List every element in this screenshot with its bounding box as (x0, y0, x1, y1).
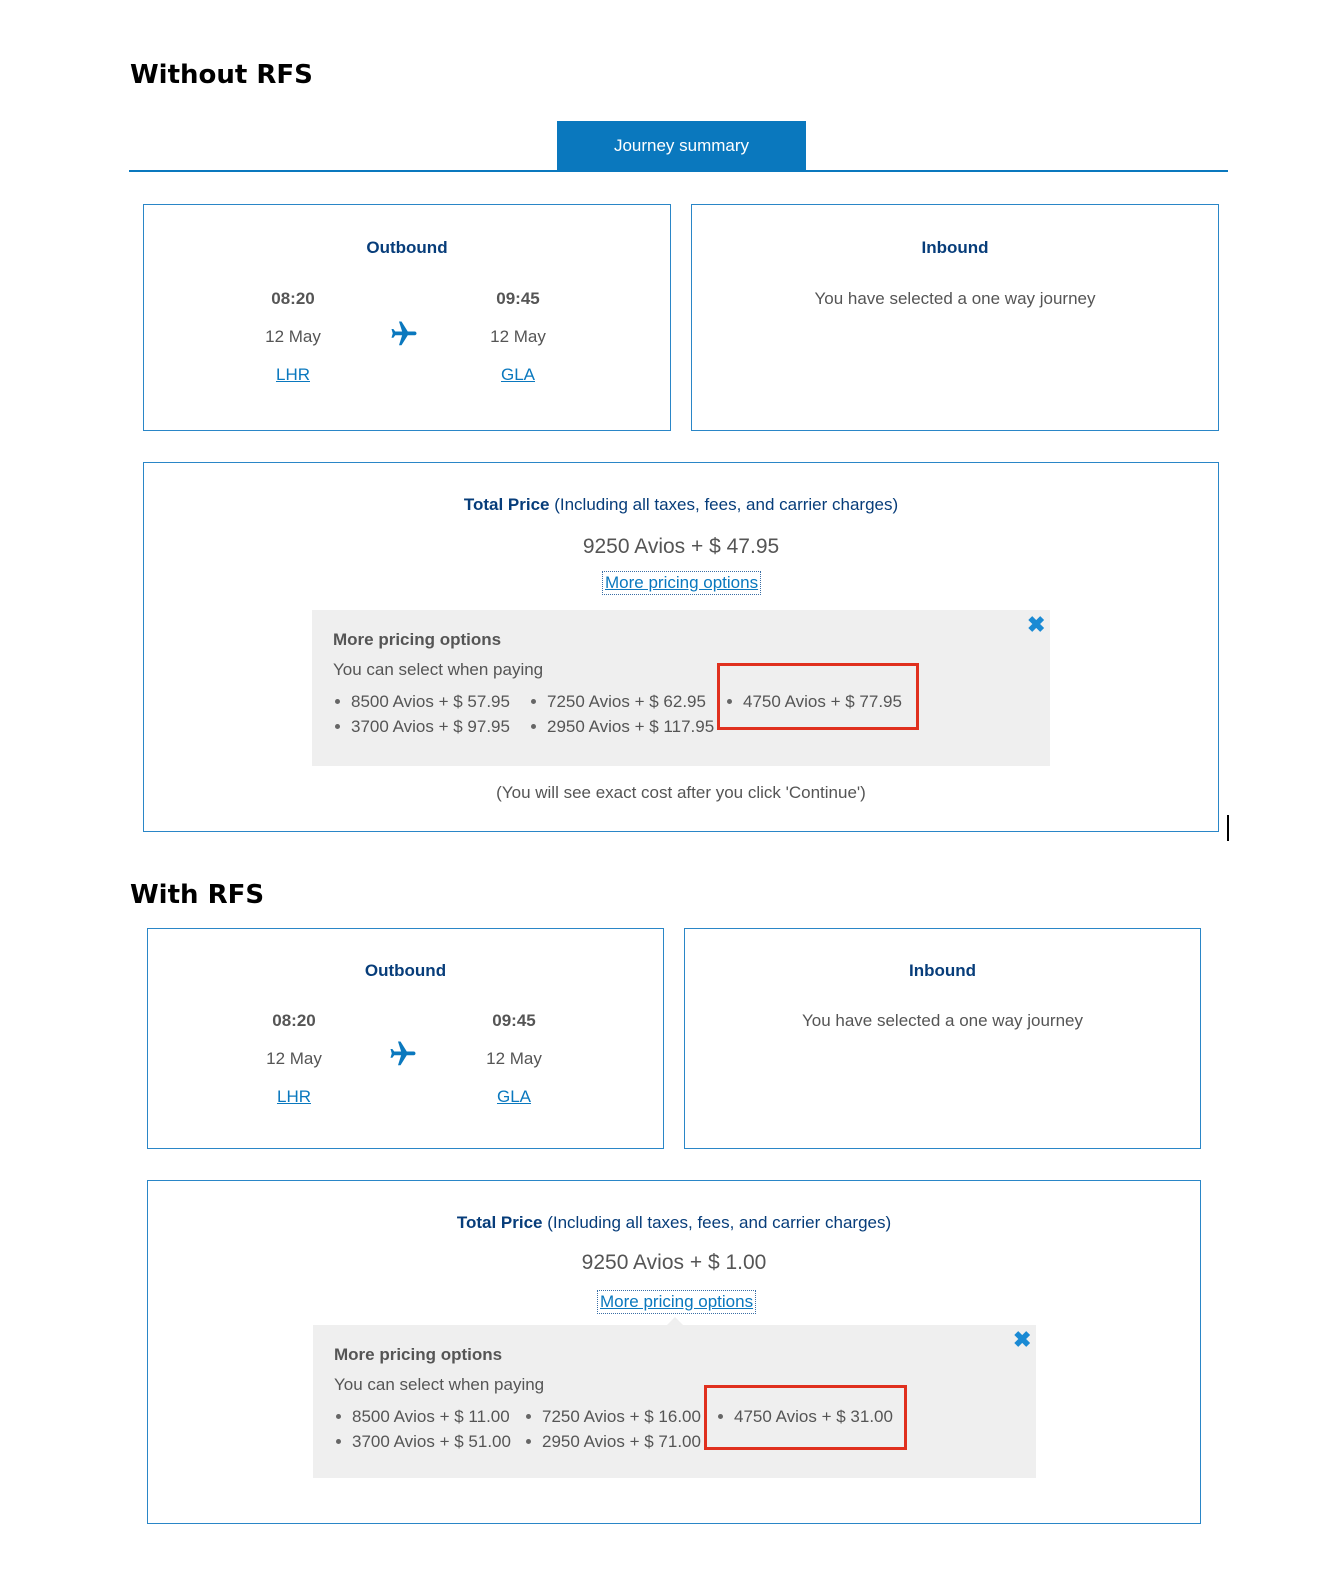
bullet-icon (335, 724, 340, 729)
total-price-card (143, 462, 1219, 832)
pricing-options-panel (313, 1325, 1036, 1478)
pricing-option[interactable]: 7250 Avios + $ 16.00 (526, 1407, 701, 1427)
text-cursor (1227, 815, 1229, 841)
pricing-option[interactable]: 8500 Avios + $ 57.95 (335, 692, 510, 712)
inbound-title: Inbound (908, 961, 977, 980)
pricing-option[interactable]: 7250 Avios + $ 62.95 (531, 692, 706, 712)
pricing-options-subtitle: You can select when paying (333, 660, 544, 679)
inbound-card (691, 204, 1219, 431)
bullet-icon (336, 1439, 341, 1444)
total-price-label: Total Price (456, 1213, 543, 1232)
departure-time: 08:20 (271, 289, 315, 308)
outbound-card (147, 928, 664, 1149)
bullet-icon (531, 724, 536, 729)
highlight-box (704, 1385, 907, 1450)
departure-date: 12 May (265, 327, 321, 346)
bullet-icon (526, 1414, 531, 1419)
inbound-title: Inbound (921, 238, 989, 257)
departure-date: 12 May (266, 1049, 322, 1068)
inbound-card (684, 928, 1201, 1149)
tab-underline (129, 170, 1228, 172)
tab-journey-summary[interactable]: Journey summary (557, 121, 806, 171)
pricing-options-subtitle: You can select when paying (334, 1375, 545, 1394)
inbound-message: You have selected a one way journey (801, 1011, 1083, 1030)
total-price-card (147, 1180, 1201, 1524)
departure-airport-link[interactable]: LHR (276, 1087, 311, 1106)
close-icon[interactable]: ✖ (1013, 1327, 1032, 1352)
more-pricing-options-link[interactable]: More pricing options (602, 571, 761, 595)
departure-column (234, 1011, 354, 1107)
outbound-title: Outbound (366, 238, 448, 257)
pricing-option-highlighted[interactable]: 4750 Avios + $ 77.95 (727, 692, 902, 712)
pricing-option[interactable]: 2950 Avios + $ 117.95 (531, 717, 714, 737)
inbound-message: You have selected a one way journey (814, 289, 1096, 308)
airplane-icon (389, 319, 419, 349)
section-heading-without-rfs: Without RFS (130, 60, 313, 90)
pricing-option[interactable]: 2950 Avios + $ 71.00 (526, 1432, 701, 1452)
total-price-heading (144, 495, 1218, 515)
more-pricing-options-link[interactable]: More pricing options (597, 1290, 756, 1314)
highlight-box (717, 663, 919, 730)
arrival-airport-link[interactable]: GLA (500, 365, 536, 384)
arrival-date: 12 May (490, 327, 546, 346)
bullet-icon (336, 1414, 341, 1419)
pricing-options-title: More pricing options (334, 1345, 503, 1364)
arrival-column (454, 1011, 574, 1107)
section-heading-with-rfs: With RFS (130, 880, 265, 910)
pricing-options-title: More pricing options (333, 630, 502, 649)
arrival-date: 12 May (486, 1049, 542, 1068)
departure-airport-link[interactable]: LHR (275, 365, 310, 384)
total-price-heading (148, 1213, 1200, 1233)
outbound-card (143, 204, 671, 431)
arrival-airport-link[interactable]: GLA (496, 1087, 532, 1106)
pricing-option[interactable]: 3700 Avios + $ 51.00 (336, 1432, 511, 1452)
bullet-icon (531, 699, 536, 704)
pricing-option[interactable]: 3700 Avios + $ 97.95 (335, 717, 510, 737)
departure-column (233, 289, 353, 385)
total-price-qualifier: (Including all taxes, fees, and carrier charges) (547, 1213, 892, 1232)
pricing-options-panel (312, 610, 1050, 766)
bullet-icon (526, 1439, 531, 1444)
pricing-option-highlighted[interactable]: 4750 Avios + $ 31.00 (718, 1407, 893, 1427)
pricing-option[interactable]: 8500 Avios + $ 11.00 (336, 1407, 510, 1427)
total-price-value: 9250 Avios + $ 1.00 (581, 1251, 767, 1274)
bullet-icon (335, 699, 340, 704)
total-price-value: 9250 Avios + $ 47.95 (582, 535, 780, 558)
departure-time: 08:20 (272, 1011, 316, 1030)
price-note: (You will see exact cost after you click 'Continue') (496, 783, 866, 802)
arrival-column (458, 289, 578, 385)
airplane-icon (388, 1039, 418, 1069)
arrival-time: 09:45 (496, 289, 540, 308)
total-price-qualifier: (Including all taxes, fees, and carrier charges) (554, 495, 899, 514)
panel-pointer (667, 1317, 683, 1325)
outbound-title: Outbound (364, 961, 447, 980)
arrival-time: 09:45 (492, 1011, 536, 1030)
total-price-label: Total Price (463, 495, 550, 514)
close-icon[interactable]: ✖ (1027, 612, 1046, 637)
